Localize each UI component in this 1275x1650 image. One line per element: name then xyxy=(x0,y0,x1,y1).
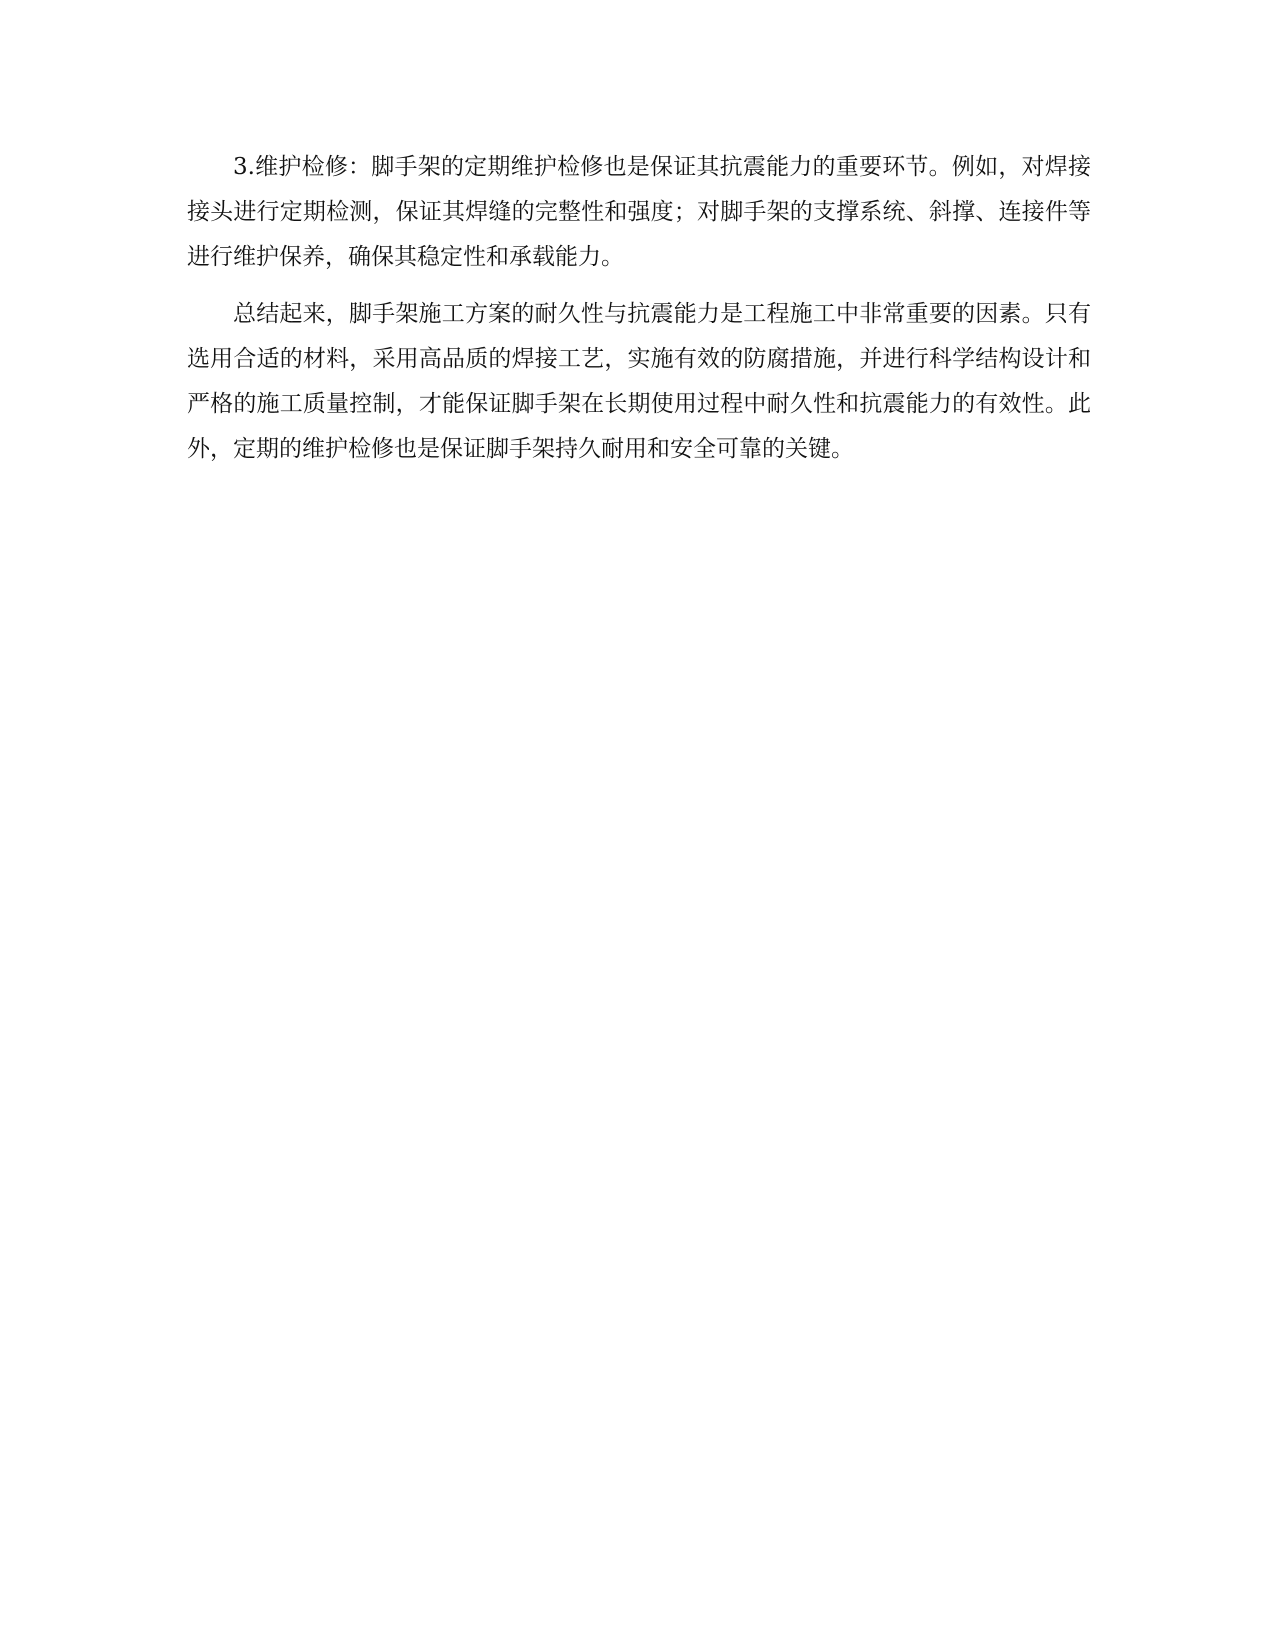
paragraph-summary: 总结起来，脚手架施工方案的耐久性与抗震能力是工程施工中非常重要的因素。只有选用合适的材料，采用高品质的焊接工艺，实施有效的防腐措施，并进行科学结构设计和严格的施工质量控制，才能保证脚手架在长期使用过程中耐久性和抗震能力的有效性。此外，定期的维护检修也是保证脚手架持久耐用和安全可靠的关键。 xyxy=(187,301,1091,462)
paragraph-maintenance: 3.维护检修：脚手架的定期维护检修也是保证其抗震能力的重要环节。例如，对焊接接头进行定期检测，保证其焊缝的完整性和强度；对脚手架的支撑系统、斜撑、连接件等进行维护保养，确保其稳定性和承载能力。 xyxy=(187,154,1091,270)
document-body xyxy=(187,145,1091,484)
